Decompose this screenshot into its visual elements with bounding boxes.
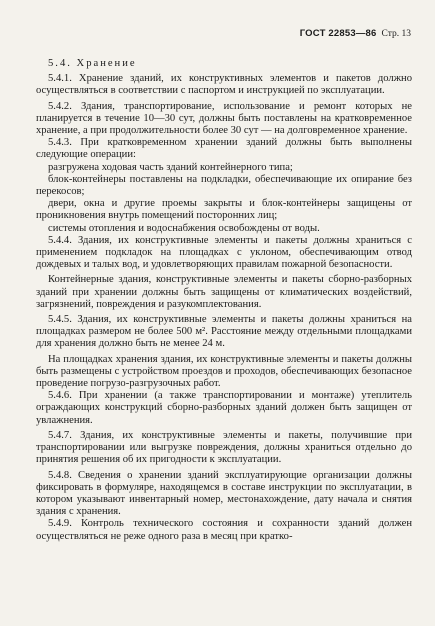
- paragraph-containers: Контейнерные здания, конструктивные элементы и пакеты сборно-разборных зданий при хранении должны быть защищены от климатических воздействий, загрязнений, повреждения и разукомплектования.: [36, 274, 412, 310]
- paragraph-5-4-9: 5.4.9. Контроль технического состояния и сохранности зданий должен осуществляться не реже одного раза в месяц при кратко-: [36, 518, 412, 542]
- list-item: блок-контейнеры поставлены на подкладки, обеспечивающие их опирание без перекосов;: [36, 173, 412, 198]
- paragraph-5-4-8: 5.4.8. Сведения о хранении зданий эксплуатирующие организации должны фиксировать в формуляре, находящемся в составе инструкции по эксплуатации, в котором указывают инвентарный номер, местонахождение, дату начала и снятия здания с хранения.: [36, 469, 412, 518]
- standard-number: ГОСТ 22853—86: [299, 28, 377, 39]
- page-header: [300, 28, 411, 39]
- document-body: [36, 58, 412, 543]
- list-item: разгружена ходовая часть зданий контейнерного типа;: [48, 161, 293, 173]
- paragraph-5-4-3: 5.4.3. При кратковременном хранении зданий должны быть выполнены следующие операции:: [36, 137, 412, 161]
- section-title: 5.4. Хранение: [48, 58, 137, 69]
- list-item: двери, окна и другие проемы закрыты и блок-контейнеры защищены от проникновения внутрь помещений посторонних лиц;: [36, 198, 412, 222]
- paragraph-5-4-6: 5.4.6. При хранении (а также транспортировании и монтаже) утеплитель ограждающих конструкций сборно-разборных зданий должен быть защищен от увлажнения.: [36, 390, 412, 426]
- page-number: Стр. 13: [381, 29, 411, 39]
- paragraph-storage-sites: На площадках хранения здания, их конструктивные элементы и пакеты должны быть размещены с устройством проездов и проходов, обеспечивающих безопасное проведение погрузо-разгрузочных работ.: [36, 353, 412, 390]
- paragraph-5-4-5: 5.4.5. Здания, их конструктивные элементы и пакеты должны храниться на площадках размером не более 500 м². Расстояние между отдельными площадками для хранения должно быть не менее 24 м.: [36, 314, 412, 350]
- paragraph-5-4-1: 5.4.1. Хранение зданий, их конструктивных элементов и пакетов должно осуществляться в соответствии с паспортом и инструкцией по эксплуатации.: [36, 73, 412, 97]
- list-item: системы отопления и водоснабжения освобождены от воды.: [48, 222, 320, 234]
- paragraph-5-4-4: 5.4.4. Здания, их конструктивные элементы и пакеты должны храниться с применением подкладок на площадках с уклоном, обеспечивающим отвод дождевых и талых вод, и удовлетворяющих правилам пожарной безопасности.: [36, 234, 412, 271]
- paragraph-5-4-2: 5.4.2. Здания, транспортирование, использование и ремонт которых не планируется в течение 10—30 сут, должны быть поставлены на кратковременное хранение, а при продолжительности более 30 сут — на долговременное хранение.: [36, 100, 412, 137]
- paragraph-5-4-7: 5.4.7. Здания, их конструктивные элементы и пакеты, получившие при транспортировании или выгрузке повреждения, должны храниться отдельно до принятия решения об их пригодности к эксплуатации.: [36, 429, 412, 466]
